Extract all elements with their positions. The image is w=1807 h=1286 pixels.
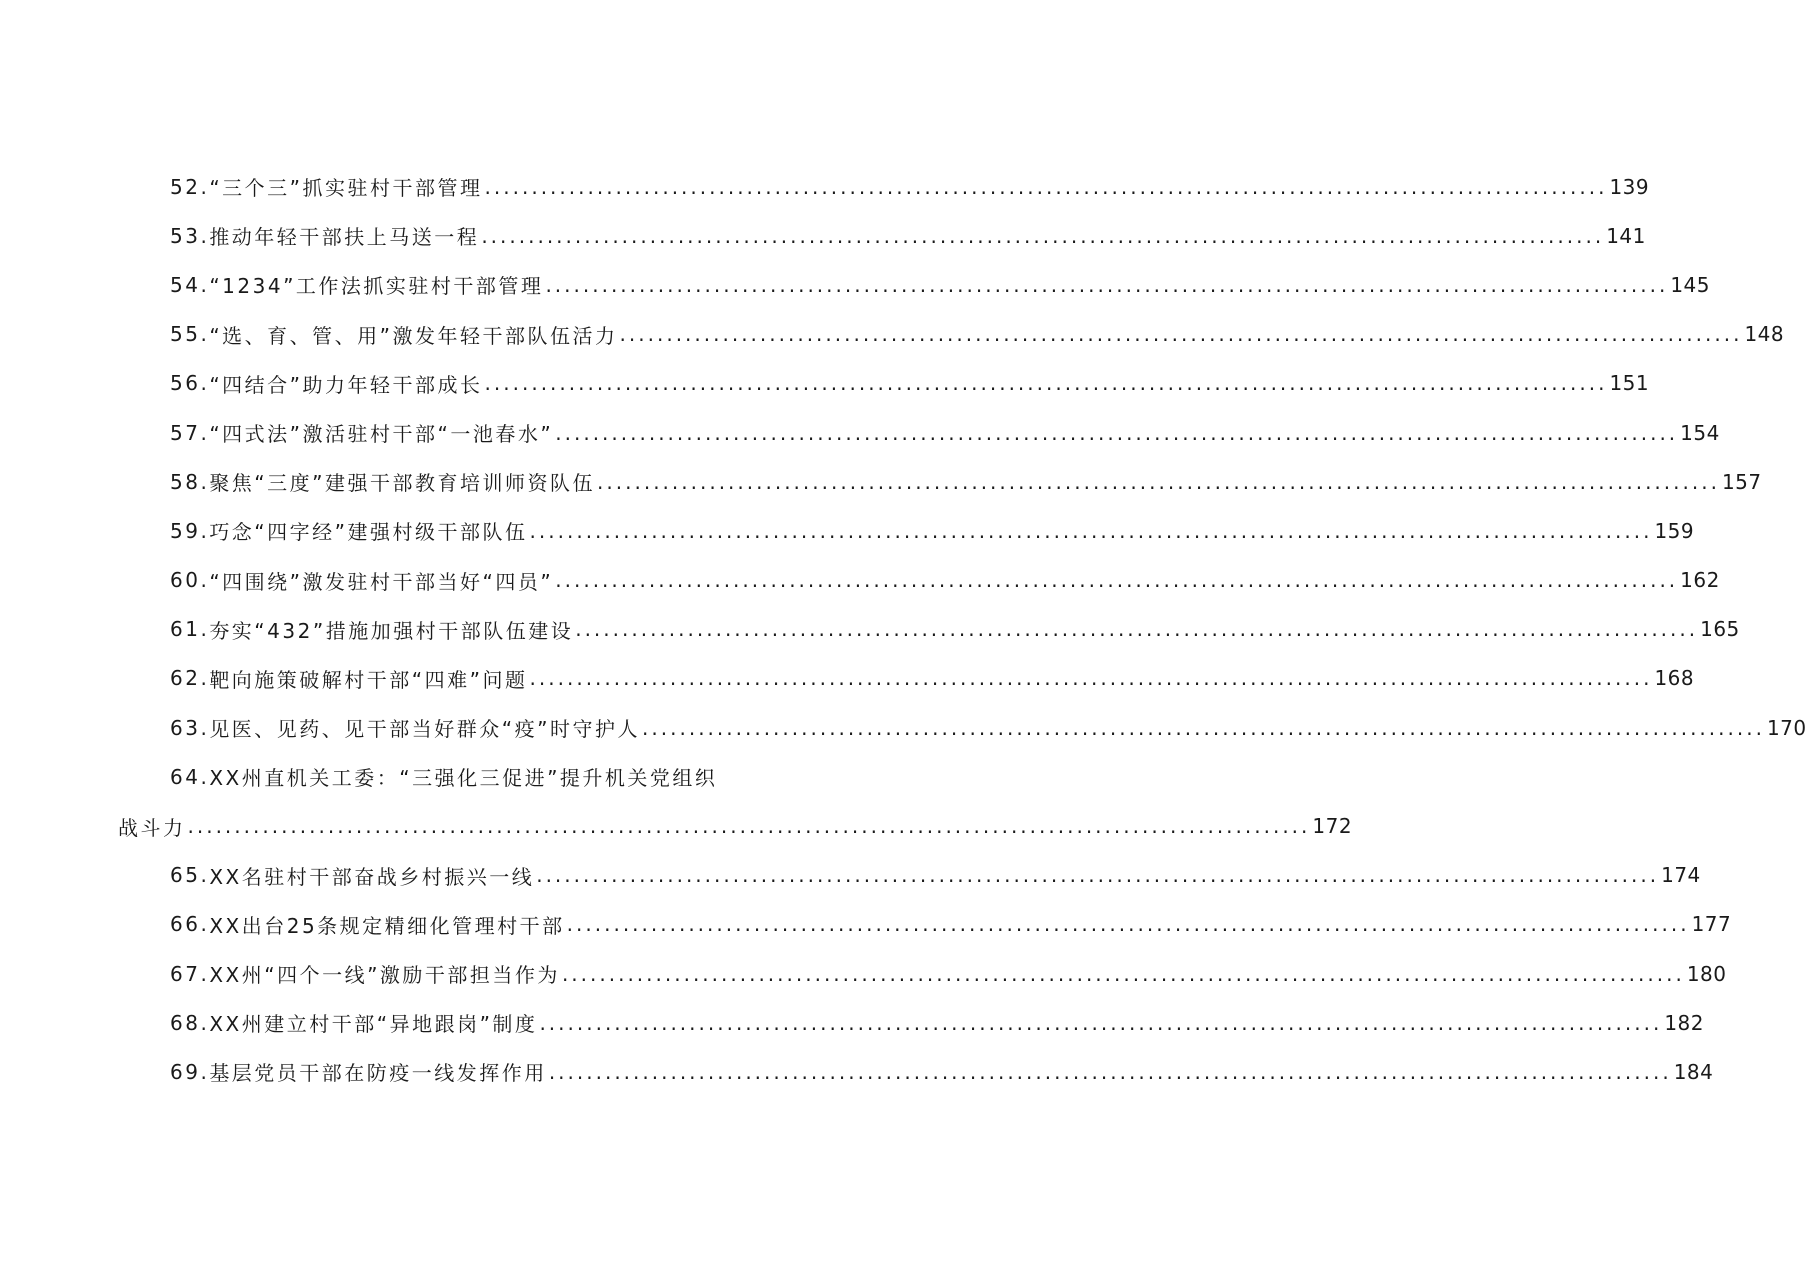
- toc-entry[interactable]: [0, 162, 1650, 211]
- toc-entry-number: 68.: [170, 1010, 210, 1035]
- toc-entry[interactable]: [0, 949, 1727, 998]
- toc-dot-leader: ........................................................................................................................: [536, 863, 1660, 888]
- toc-entry[interactable]: [0, 457, 1762, 506]
- toc-dot-leader: ........................................................................................................................: [529, 518, 1653, 543]
- toc-entry-page: 139: [1609, 174, 1650, 199]
- toc-entry[interactable]: [0, 900, 1732, 949]
- toc-entry-title: XX出台25条规定精细化管理村干部: [209, 913, 565, 938]
- toc-entry-title: 聚焦“三度”建强干部教育培训师资队伍: [209, 471, 596, 496]
- toc-dot-leader: ........................................................................................................................: [484, 371, 1608, 396]
- toc-dot-leader: ........................................................................................................................: [575, 617, 1699, 642]
- toc-dot-leader: ........................................................................................................................: [187, 814, 1311, 839]
- toc-entry-page: 145: [1670, 272, 1711, 297]
- toc-entry-number: 66.: [170, 912, 210, 937]
- toc-entry-page: 165: [1700, 617, 1740, 642]
- toc-entry-number: 57.: [170, 420, 210, 445]
- toc-entry[interactable]: [0, 851, 1701, 900]
- toc-entry[interactable]: [0, 752, 1353, 850]
- toc-entry-page: 177: [1691, 912, 1732, 937]
- toc-entry-number: 53.: [170, 223, 210, 248]
- toc-entry-title: XX名驻村干部奋战乡村振兴一线: [209, 864, 535, 889]
- toc-entry-title: 基层党员干部在防疫一线发挥作用: [209, 1061, 547, 1086]
- table-of-contents: [0, 162, 1807, 1097]
- toc-entry-page: 170: [1766, 715, 1807, 740]
- toc-entry-title: “选、育、管、用”激发年轻干部队伍活力: [209, 323, 618, 348]
- toc-entry-number: 67.: [170, 961, 210, 986]
- toc-entry-title: “四结合”助力年轻干部成长: [209, 372, 483, 397]
- toc-entry[interactable]: [0, 998, 1705, 1047]
- toc-entry[interactable]: [0, 408, 1720, 457]
- toc-entry-number: 62.: [170, 666, 210, 691]
- toc-entry[interactable]: [0, 310, 1785, 359]
- toc-dot-leader: ........................................................................................................................: [555, 568, 1679, 593]
- toc-entry-number: 56.: [170, 371, 210, 396]
- toc-entry-title: “1234”工作法抓实驻村干部管理: [209, 274, 544, 299]
- toc-dot-leader: ........................................................................................................................: [619, 322, 1743, 347]
- toc-entry-page: 174: [1661, 863, 1701, 888]
- toc-entry-title: 夯实“432”措施加强村干部队伍建设: [209, 618, 574, 643]
- toc-entry[interactable]: [0, 506, 1695, 555]
- toc-entry[interactable]: [0, 556, 1720, 605]
- toc-entry-number: 52.: [170, 174, 210, 199]
- toc-dot-leader: ........................................................................................................................: [597, 469, 1720, 494]
- toc-entry-number: 55.: [170, 322, 210, 347]
- toc-entry-title: XX州建立村干部“异地跟岗”制度: [209, 1012, 538, 1037]
- toc-entry-page: 172: [1312, 814, 1353, 839]
- toc-entry-page: 168: [1654, 666, 1695, 691]
- toc-dot-leader: ........................................................................................................................: [545, 272, 1669, 297]
- toc-entry-title-continued: 战斗力: [118, 815, 186, 840]
- toc-dot-leader: ........................................................................................................................: [566, 912, 1690, 937]
- toc-entry-page: 182: [1664, 1010, 1705, 1035]
- toc-entry-title: XX州直机关工委：“三强化三促进”提升机关党组织: [209, 766, 718, 791]
- toc-entry-title: 巧念“四字经”建强村级干部队伍: [209, 520, 528, 545]
- toc-dot-leader: ........................................................................................................................: [529, 666, 1653, 691]
- toc-entry[interactable]: [0, 359, 1650, 408]
- toc-entry-title: “三个三”抓实驻村干部管理: [209, 176, 483, 201]
- toc-dot-leader: ........................................................................................................................: [555, 420, 1679, 445]
- toc-entry[interactable]: [0, 1047, 1714, 1096]
- toc-entry-number: 60.: [170, 568, 210, 593]
- toc-entry-number: 63.: [170, 715, 210, 740]
- toc-entry-title: “四式法”激活驻村干部“一池春水”: [209, 422, 554, 447]
- toc-entry-title: 推动年轻干部扶上马送一程: [209, 225, 480, 250]
- toc-dot-leader: ........................................................................................................................: [539, 1010, 1663, 1035]
- toc-dot-leader: ........................................................................................................................: [642, 715, 1765, 740]
- toc-entry-page: 157: [1721, 469, 1762, 494]
- toc-entry-page: 148: [1744, 322, 1785, 347]
- toc-entry-page: 141: [1606, 223, 1646, 248]
- toc-entry[interactable]: [0, 211, 1646, 260]
- toc-entry-page: 162: [1680, 568, 1720, 593]
- toc-entry-number: 65.: [170, 863, 210, 888]
- toc-dot-leader: ........................................................................................................................: [481, 223, 1605, 248]
- toc-entry-number: 69.: [170, 1059, 210, 1084]
- toc-entry-title: 靶向施策破解村干部“四难”问题: [209, 667, 528, 692]
- toc-entry-number: 58.: [170, 469, 210, 494]
- toc-entry-title: “四围绕”激发驻村干部当好“四员”: [209, 569, 554, 594]
- toc-entry[interactable]: [0, 654, 1695, 703]
- toc-entry-title: XX州“四个一线”激励干部担当作为: [209, 963, 560, 988]
- toc-dot-leader: ........................................................................................................................: [484, 174, 1608, 199]
- toc-entry-page: 184: [1673, 1059, 1714, 1084]
- toc-entry-number: 61.: [170, 617, 210, 642]
- toc-entry[interactable]: [0, 260, 1711, 309]
- toc-dot-leader: ........................................................................................................................: [548, 1059, 1672, 1084]
- toc-entry[interactable]: [0, 703, 1807, 752]
- toc-entry-page: 151: [1609, 371, 1650, 396]
- toc-entry-number: 54.: [170, 272, 210, 297]
- toc-entry-number: 64.: [170, 764, 210, 789]
- toc-dot-leader: ........................................................................................................................: [561, 961, 1685, 986]
- toc-entry-page: 154: [1680, 420, 1720, 445]
- toc-entry-number: 59.: [170, 518, 210, 543]
- toc-entry-page: 180: [1686, 961, 1727, 986]
- toc-entry-title: 见医、见药、见干部当好群众“疫”时守护人: [209, 717, 641, 742]
- toc-entry-page: 159: [1654, 518, 1695, 543]
- toc-entry[interactable]: [0, 605, 1740, 654]
